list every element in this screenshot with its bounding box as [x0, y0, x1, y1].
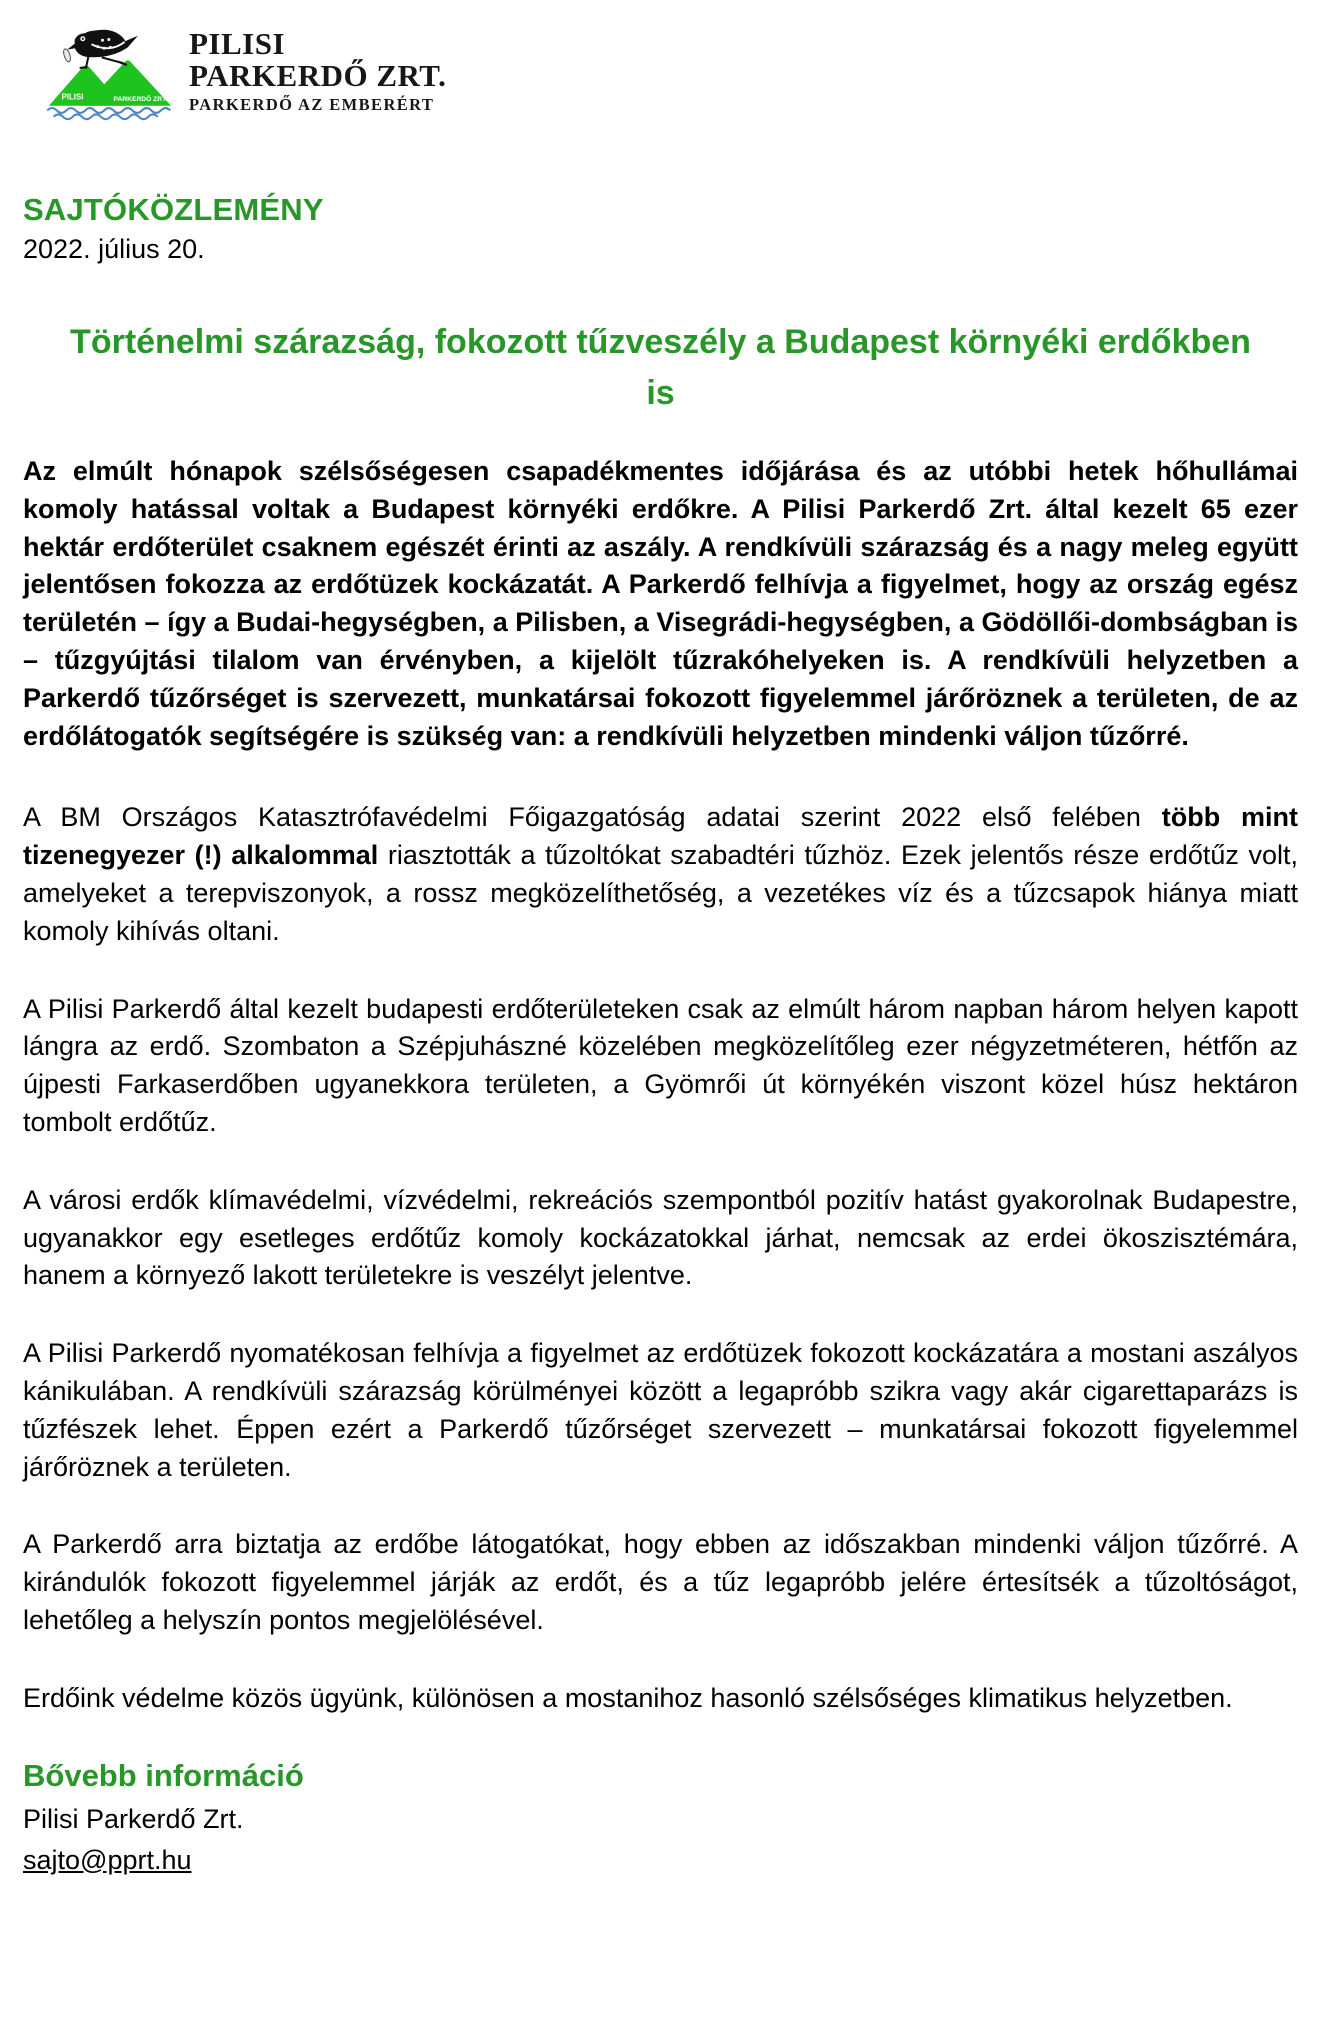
paragraph-statistics-after: riasztották a tűzoltókat szabadtéri tűzhöz. Ezek jelentős része erdőtűz volt, amelyeket a terepviszonyok, a rossz megközelíthetőség, a vezetékes víz és a tűzcsapok hiánya miatt komoly kihívás oltani.: [23, 840, 1298, 946]
article-body: [23, 453, 1298, 1718]
water-waves-icon: [54, 114, 158, 119]
footer-org-name: Pilisi Parkerdő Zrt.: [23, 1803, 244, 1834]
press-release-kicker: SAJTÓKÖZLEMÉNY: [23, 192, 324, 227]
press-release-date: 2022. július 20.: [23, 234, 205, 264]
press-email-link[interactable]: sajto@pprt.hu: [23, 1844, 192, 1875]
paragraph-urban-forests: A városi erdők klímavédelmi, vízvédelmi, rekreációs szempontból pozitív hatást gyakorolnak Budapestre, ugyanakkor egy esetleges erdőtűz komoly kockázatokkal járhat, nemcsak az erdei ökoszisztémára, hanem a környező lakott területekre is veszélyt jelentve.: [23, 1184, 1298, 1291]
paragraph-recent-fires: A Pilisi Parkerdő által kezelt budapesti erdőterületeken csak az elmúlt három napban három helyen kapott lángra az erdő. Szombaton a Szépjuhászné közelében megközelítőleg ezer négyzetméteren, hétfőn az újpesti Farkaserdőben ugyanekkora területen, a Gyömrői út környékén viszont közel húsz hektáron tombolt erdőtűz.: [23, 993, 1298, 1137]
lead-paragraph: Az elmúlt hónapok szélsőségesen csapadékmentes időjárása és az utóbbi hetek hőhullámai komoly hatással voltak a Budapest környéki erdőkre. A Pilisi Parkerdő Zrt. által kezelt 65 ezer hektár erdőterület csaknem egészét érinti az aszály. A rendkívüli szárazság és a nagy meleg együtt jelentősen fokozza az erdőtüzek kockázatát. A Parkerdő felhívja a figyelmet, hogy az ország egész területén – így a Budai-hegységben, a Pilisben, a Visegrádi-hegységben, a Gödöllői-dombságban is – tűzgyújtási tilalom van érvényben, a kijelölt tűzrakóhelyeken is. A rendkívüli helyzetben a Parkerdő tűzőrséget is szervezett, munkatársai fokozott figyelemmel járőröznek a területen, de az erdőlátogatók segítségére is szükség van: a rendkívüli helyzetben mindenki váljon tűzőrré.: [23, 456, 1298, 751]
company-logo: [41, 16, 1298, 134]
logo-org-line2: PARKERDŐ ZRT.: [189, 57, 447, 93]
logo-wordmark: [189, 16, 446, 115]
bird-on-hills-logo-icon: [41, 16, 179, 134]
logo-tagline: PARKERDŐ AZ EMBERÉRT: [189, 95, 435, 115]
paragraph-statistics: [23, 799, 1298, 950]
paragraph-statistics-bold: több mint tizenegyezer (!) alkalommal: [23, 802, 1298, 871]
water-waves-icon: [47, 108, 170, 113]
paragraph-visitor-appeal: A Parkerdő arra biztatja az erdőbe látogatókat, hogy ebben az időszakban mindenki váljon tűzőrré. A kirándulók fokozott figyelemmel járják az erdőt, és a tűz legapróbb jelére értesítsék a tűzoltóságot, lehetőleg a helyszín pontos megjelölésével.: [23, 1529, 1298, 1635]
hill-left-label: PILISI: [61, 92, 84, 102]
page-title: Történelmi szárazság, fokozott tűzveszély a Budapest környéki erdőkben is: [70, 323, 1251, 412]
contact-block: [23, 1758, 1298, 1876]
hill-right-label: PARKERDŐ ZRT.: [113, 96, 168, 104]
paragraph-risk-warning: A Pilisi Parkerdő nyomatékosan felhívja a figyelmet az erdőtüzek fokozott kockázatára a mostani aszályos kánikulában. A rendkívüli szárazság körülményei között a legapróbb szikra vagy akár cigarettaparázs is tűzfészek lehet. Éppen ezért a Parkerdő tűzőrséget szervezett – munkatársai fokozott figyelemmel járőröznek a területen.: [23, 1338, 1298, 1482]
paragraph-statistics-before: A BM Országos Katasztrófavédelmi Főigazgatóság adatai szerint 2022 első felében: [23, 802, 1162, 833]
logo-org-line1: PILISI: [189, 26, 286, 61]
more-info-heading: Bővebb információ: [23, 1757, 304, 1793]
paragraph-closing: Erdőink védelme közös ügyünk, különösen a mostanihoz hasonló szélsőséges klimatikus helyzetben.: [23, 1682, 1233, 1713]
